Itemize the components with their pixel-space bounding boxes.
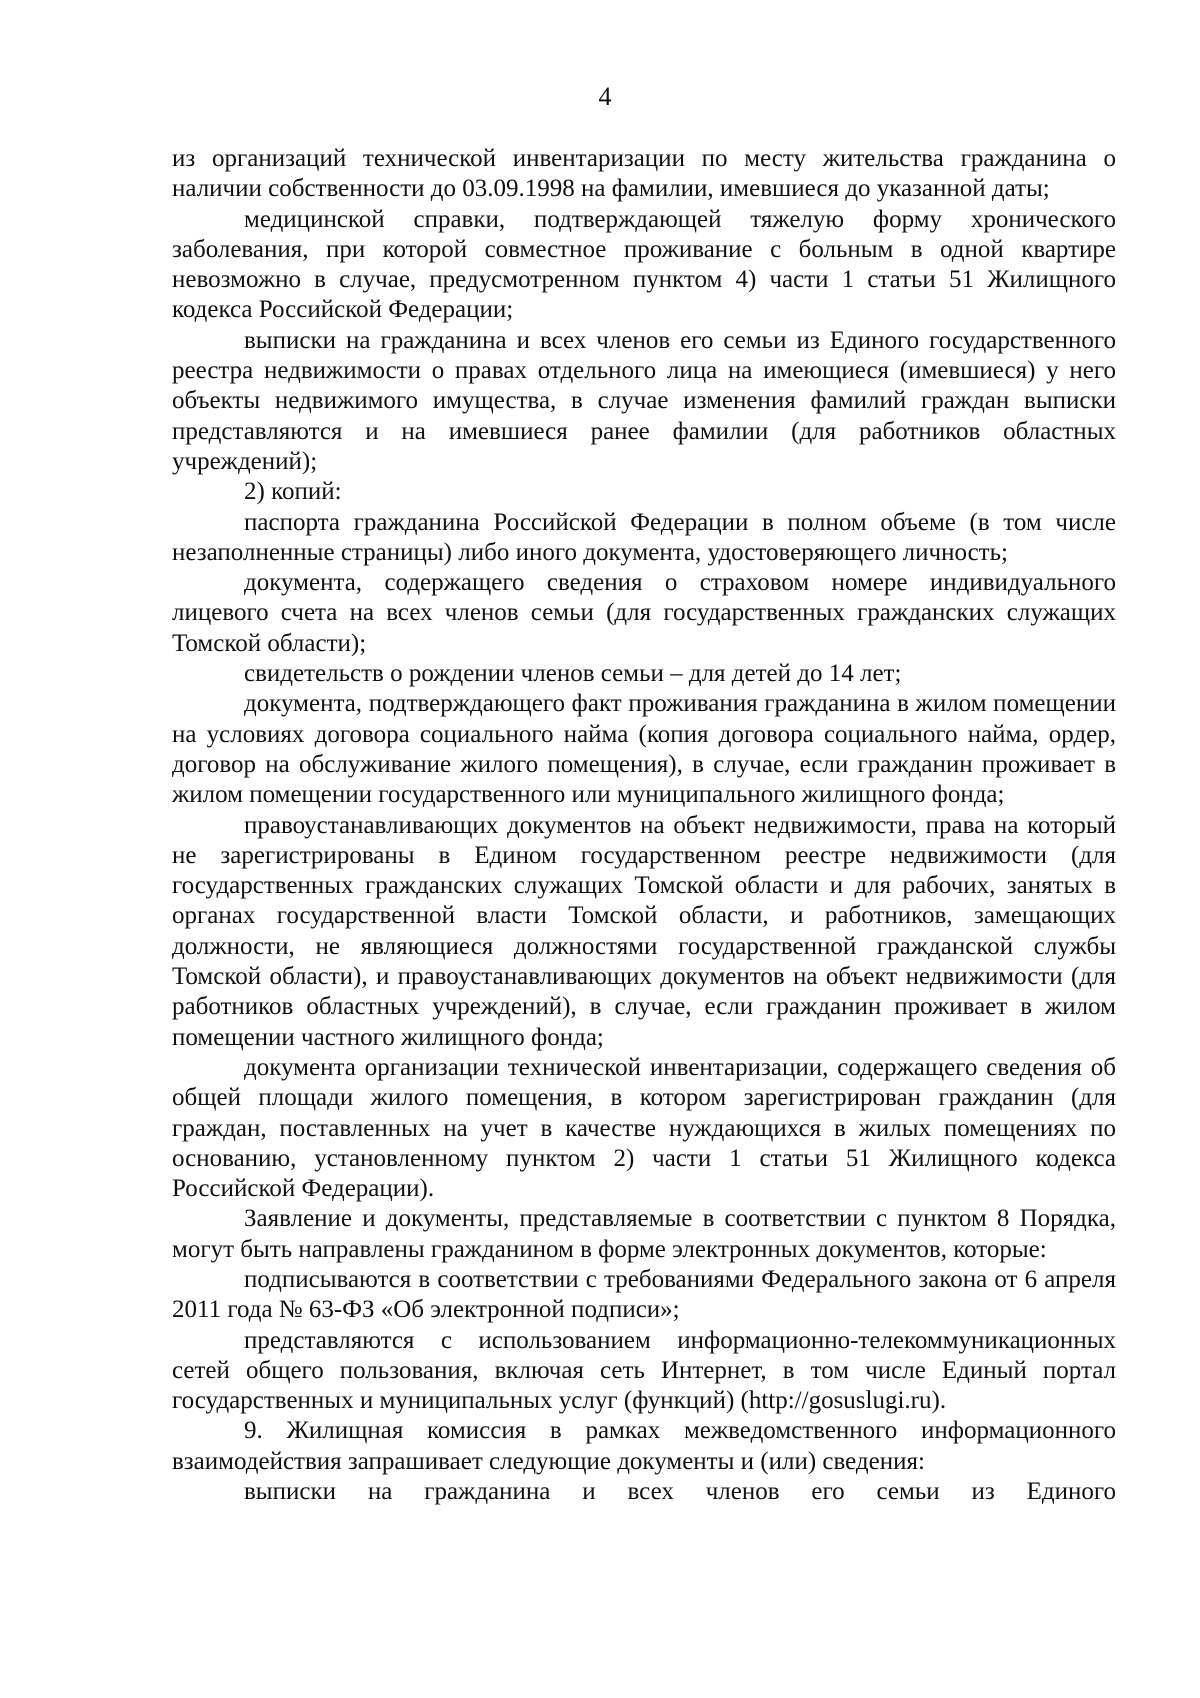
paragraph: документа, содержащего сведения о страховом номере индивидуального лицевого счета на всех членов семьи (для государственных гражданских служащих Томской области); (172, 569, 1116, 657)
paragraph: выписки на гражданина и всех членов его семьи из Единого государственного реестра недвижимости о правах отдельного лица на имеющиеся (имевшиеся) у него объекты недвижимого имущества, в случае изменения фамилий граждан выписки представляются и на имевшиеся ранее фамилии (для работников областных учреждений); (172, 326, 1116, 475)
paragraph: свидетельств о рождении членов семьи – для детей до 14 лет; (244, 660, 902, 688)
paragraph: правоустанавливающих документов на объект недвижимости, права на который не зарегистрированы в Едином государственном реестре недвижимости (для государственных гражданских служащих Томской области и для рабочих, занятых в органах государственной власти Томской области, и работников, замещающих должности, не являющиеся должностями государственной гражданской службы Томской области), и правоустанавливающих документов на объект недвижимости (для работников областных учреждений), в случае, если гражданин проживает в жилом помещении частного жилищного фонда; (172, 811, 1116, 1051)
paragraph: Заявление и документы, представляемые в соответствии с пунктом 8 Порядка, могут быть направлены гражданином в форме электронных документов, которые: (172, 1205, 1116, 1263)
document-body (172, 144, 1116, 1507)
paragraph: 2) копий: (244, 478, 342, 506)
paragraph: из организаций технической инвентаризации по месту жительства гражданина о наличии собственности до 03.09.1998 на фамилии, имевшиеся до указанной даты; (172, 145, 1116, 203)
paragraph: выписки на гражданина и всех членов его семьи из Единого (244, 1478, 1116, 1506)
paragraph: документа организации технической инвентаризации, содержащего сведения об общей площади жилого помещения, в котором зарегистрирован гражданин (для граждан, поставленных на учет в качестве нуждающихся в жилых помещениях по основанию, установленному пунктом 2) части 1 статьи 51 Жилищного кодекса Российской Федерации). (172, 1053, 1116, 1203)
page-number: 4 (598, 82, 612, 111)
paragraph: паспорта гражданина Российской Федерации в полном объеме (в том числе незаполненные страницы) либо иного документа, удостоверяющего личность; (172, 508, 1116, 566)
paragraph: медицинской справки, подтверждающей тяжелую форму хронического заболевания, при которой совместное проживание с больным в одной квартире невозможно в случае, предусмотренном пунктом 4) части 1 статьи 51 Жилищного кодекса Российской Федерации; (172, 205, 1116, 324)
paragraph: 9. Жилищная комиссия в рамках межведомственного информационного взаимодействия запрашивает следующие документы и (или) сведения: (172, 1417, 1116, 1475)
paragraph: подписываются в соответствии с требованиями Федерального закона от 6 апреля 2011 года № 63-ФЗ «Об электронной подписи»; (172, 1265, 1116, 1324)
paragraph: документа, подтверждающего факт проживания гражданина в жилом помещении на условиях договора социального найма (копия договора социального найма, ордер, договор на обслуживание жилого помещения), в случае, если гражданин проживает в жилом помещении государственного или муниципального жилищного фонда; (172, 690, 1116, 809)
paragraph: представляются с использованием информационно-телекоммуникационных сетей общего пользования, включая сеть Интернет, в том числе Единый портал государственных и муниципальных услуг (функций) (http://gosuslugi.ru). (172, 1326, 1116, 1415)
